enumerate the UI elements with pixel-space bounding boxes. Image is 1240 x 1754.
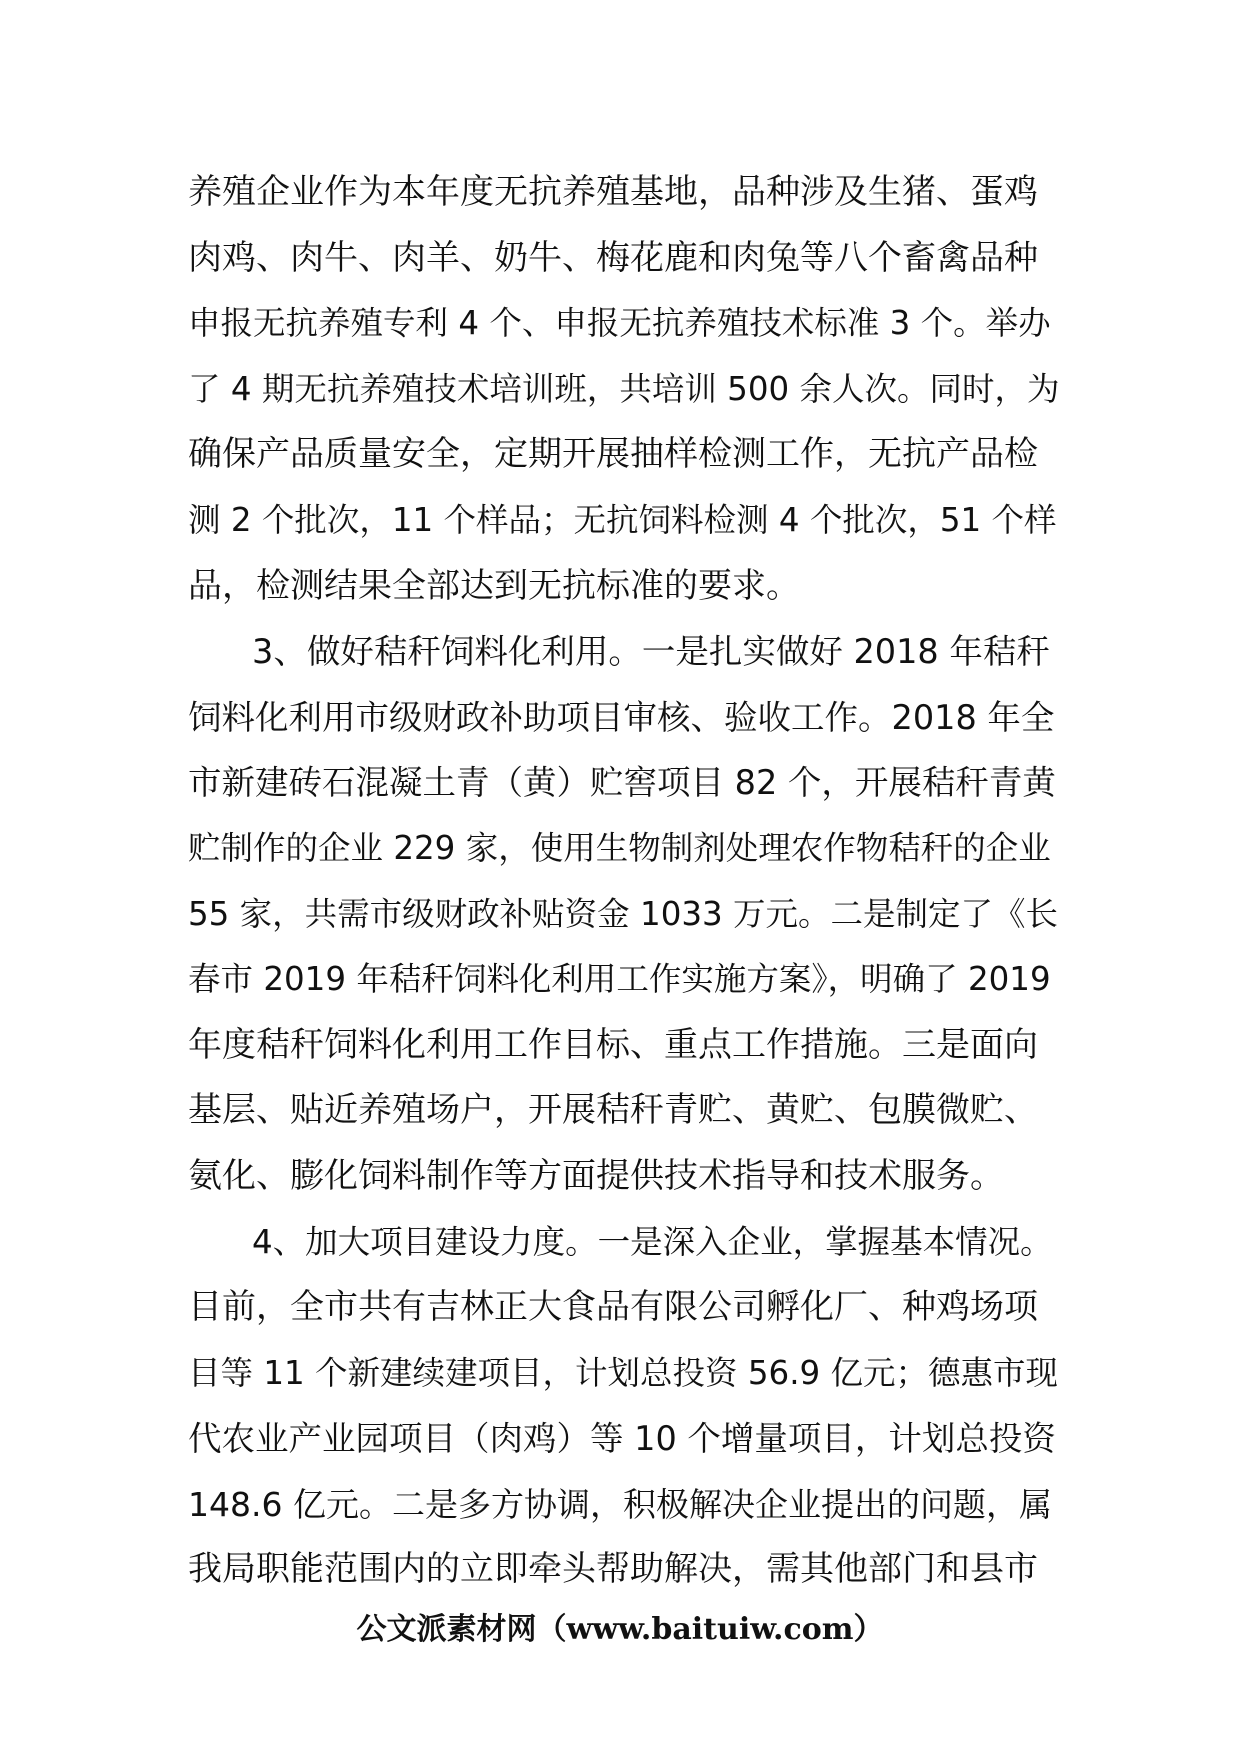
text-line: 市新建砖石混凝土青（黄）贮窖项目 82 个，开展秸秆青黄 <box>188 763 1056 803</box>
paragraph-3-start: 3、做好秸秆饲料化利用。一是扎实做好 2018 年秸秆 <box>252 632 1050 672</box>
text-line: 申报无抗养殖专利 4 个、申报无抗养殖技术标准 3 个。举办 <box>188 304 1051 343</box>
text-line: 年度秸秆饲料化利用工作目标、重点工作措施。三是面向 <box>188 1024 1038 1065</box>
paragraph-4-start: 4、加大项目建设力度。一是深入企业，掌握基本情况。 <box>252 1222 1053 1261</box>
text-line: 我局职能范围内的立即牵头帮助解决，需其他部门和县市 <box>188 1549 1038 1590</box>
text-line: 氨化、膨化饲料制作等方面提供技术指导和技术服务。 <box>188 1155 1004 1196</box>
text-line: 品，检测结果全部达到无抗标准的要求。 <box>188 565 800 606</box>
text-line: 基层、贴近养殖场户，开展秸秆青贮、黄贮、包膜微贮、 <box>188 1090 1038 1131</box>
text-line: 春市 2019 年秸秆饲料化利用工作实施方案》，明确了 2019 <box>188 960 1051 999</box>
text-line: 代农业产业园项目（肉鸡）等 10 个增量项目，计划总投资 <box>188 1419 1056 1459</box>
text-line: 148.6 亿元。二是多方协调，积极解决企业提出的问题，属 <box>188 1484 1052 1524</box>
text-line: 养殖企业作为本年度无抗养殖基地，品种涉及生猪、蛋鸡 <box>188 172 1038 212</box>
text-line: 肉鸡、肉牛、肉羊、奶牛、梅花鹿和肉兔等八个畜禽品种 <box>188 237 1038 278</box>
text-line: 贮制作的企业 229 家，使用生物制剂处理农作物秸秆的企业 <box>188 828 1051 867</box>
text-line: 了 4 期无抗养殖技术培训班，共培训 500 余人次。同时，为 <box>188 369 1060 408</box>
text-line: 确保产品质量安全，定期开展抽样检测工作，无抗产品检 <box>188 434 1038 475</box>
text-line: 目前，全市共有吉林正大食品有限公司孵化厂、种鸡场项 <box>188 1287 1038 1328</box>
text-line: 55 家，共需市级财政补贴资金 1033 万元。二是制定了《长 <box>188 894 1059 933</box>
body-text <box>188 160 1060 1603</box>
text-line: 测 2 个批次，11 个样品；无抗饲料检测 4 个批次，51 个样 <box>188 500 1057 539</box>
footer-source: 公文派素材网（www.baituiw.com） <box>356 1612 884 1647</box>
text-line: 饲料化利用市级财政补助项目审核、验收工作。2018 年全 <box>188 697 1055 737</box>
text-line: 目等 11 个新建续建项目，计划总投资 56.9 亿元；德惠市现 <box>188 1353 1059 1392</box>
